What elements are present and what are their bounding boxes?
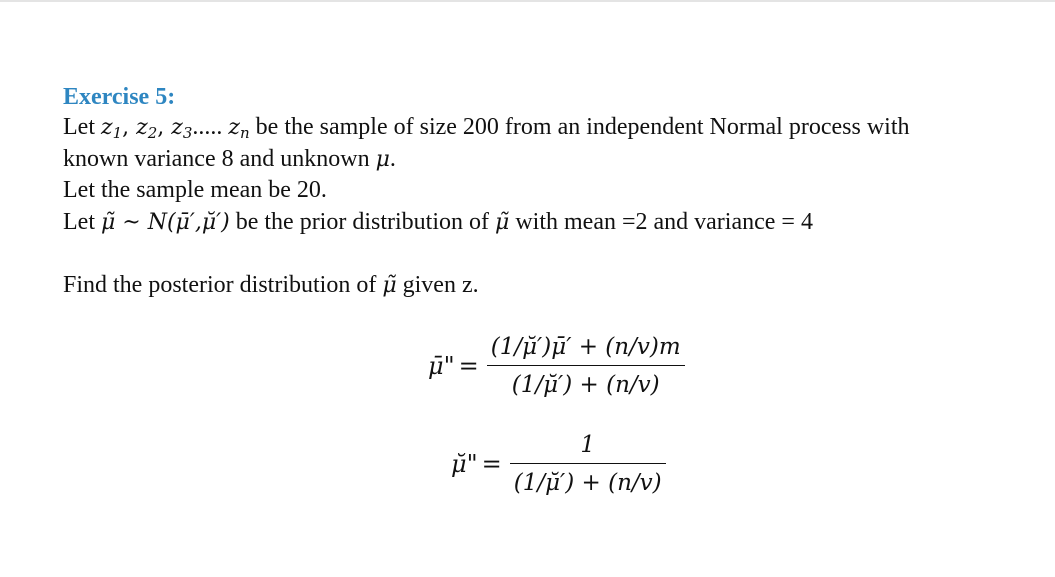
- equals-sign: =: [458, 352, 479, 380]
- exercise-line-1: Let $z_1$, $z_2$, $z_3$..... $z_n$ be the sample of size 200 from an independent Normal process with: [63, 114, 910, 142]
- distributed-as: ~: [115, 209, 148, 235]
- var-z1: $z_1$: [100, 115, 123, 142]
- exercise-title: Exercise 5:: [63, 84, 176, 110]
- fraction-denominator: (1/μ̆′) + (n/v): [511, 372, 660, 398]
- var-mu-tilde: μ̃: [100, 209, 116, 235]
- paragraph-gap: [63, 238, 1023, 270]
- var-mu-tilde: μ̃: [382, 273, 397, 298]
- fraction-bar: [487, 365, 685, 366]
- posterior-mean-formula: [428, 332, 685, 400]
- let-text: Let: [63, 114, 101, 140]
- exercise-line-4: Let μ̃ ~ N(μ̄′,μ̆′) be the prior distribution of μ̃ with mean =2 and variance = 4: [63, 208, 813, 235]
- var-mu: μ: [375, 146, 390, 172]
- var-z3: $z_3$: [171, 115, 193, 142]
- ellipsis: .....: [192, 114, 223, 140]
- fraction-bar: [510, 463, 666, 464]
- posterior-variance-fraction: [510, 430, 666, 498]
- posterior-mean-symbol: μ̄": [428, 352, 455, 380]
- var-z2: $z_2$: [136, 115, 158, 142]
- posterior-mean-fraction: [487, 332, 685, 400]
- var-zn: $z_n$: [228, 115, 250, 142]
- fraction-numerator: 1: [580, 432, 596, 458]
- exercise-question: Find the posterior distribution of μ̃ given z.: [63, 272, 479, 298]
- equals-sign: =: [481, 450, 502, 478]
- fraction-denominator: (1/μ̆′) + (n/v): [513, 470, 662, 496]
- line1-rest: be the sample of size 200 from an independent Normal process with: [249, 114, 910, 140]
- page-top-edge: [0, 0, 1055, 2]
- exercise-line-2: known variance 8 and unknown μ.: [63, 145, 396, 172]
- normal-prior: N(μ̄′,μ̆′): [147, 209, 230, 235]
- exercise-block: [63, 82, 1023, 302]
- posterior-variance-formula: [451, 430, 666, 498]
- fraction-numerator: (1/μ̆′)μ̄′ + (n/v)m: [490, 334, 681, 360]
- posterior-variance-symbol: μ̆": [451, 450, 478, 478]
- exercise-line-3: Let the sample mean be 20.: [63, 177, 327, 203]
- var-mu-tilde: μ̃: [495, 209, 510, 235]
